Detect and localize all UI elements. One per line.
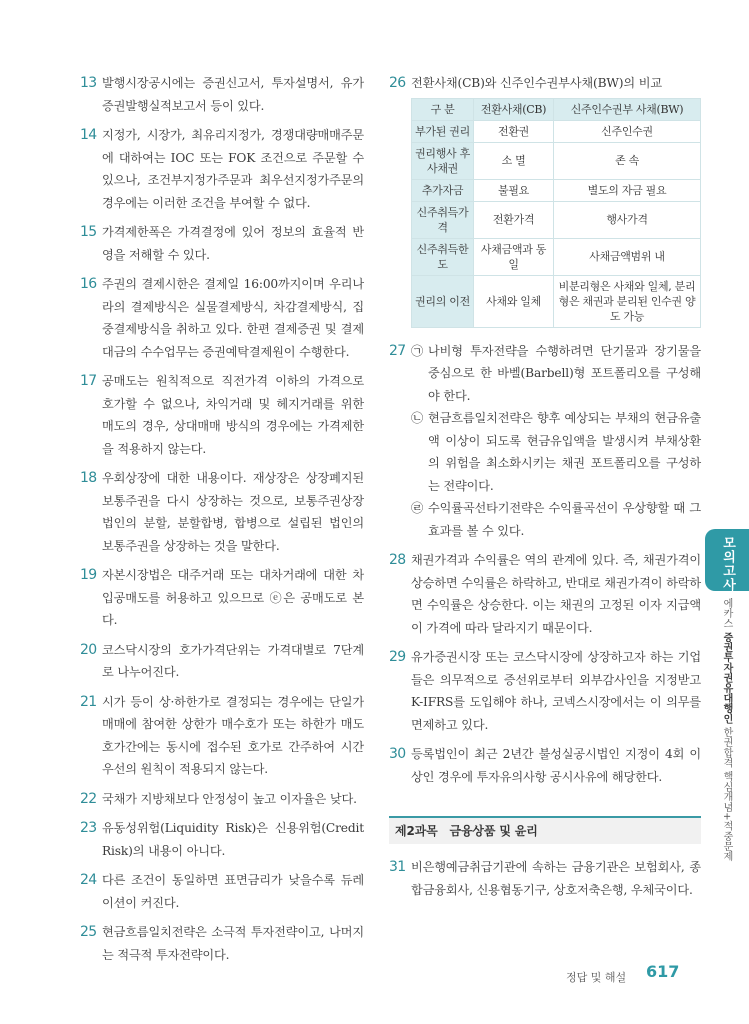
answer-item-20 <box>80 639 364 684</box>
table-cell: 사채금액과 동일 <box>474 238 554 275</box>
item-number: 14 <box>80 127 97 143</box>
item-text: 지정가, 시장가, 최유리지정가, 경쟁대량매매주문에 대하여는 IOC 또는 FOK 조건으로 주문할 수 있으나, 조건부지정가주문과 최우선지정가주문의 경우에는 이러한 조건을 부여할 수 없다. <box>102 128 364 210</box>
sub-marker: ㉠ <box>411 343 424 358</box>
table-row <box>412 120 701 142</box>
table-cell: 신주인수권 <box>554 120 701 142</box>
table-cell: 소 멸 <box>474 142 554 179</box>
answer-item-16 <box>80 273 364 363</box>
item-text: 다른 조건이 동일하면 표면금리가 낮을수록 듀레이션이 커진다. <box>102 873 364 910</box>
item-number: 23 <box>80 820 97 836</box>
answer-item-13 <box>80 72 364 117</box>
answer-item-27 <box>389 340 701 543</box>
table-header-cell: 신주인수권부 사채(BW) <box>554 98 701 120</box>
item-text: 유동성위험(Liquidity Risk)은 신용위험(Credit Risk)의 내용이 아니다. <box>102 821 364 858</box>
item-text: 유가증권시장 또는 코스닥시장에 상장하고자 하는 기업들은 의무적으로 증선위로부터 외부감사인을 지정받고 K-IFRS를 도입해야 하나, 코넥스시장에서는 이 의무를 면제하고 있다. <box>411 650 701 732</box>
section-header <box>389 816 701 844</box>
sub-text: 수익률곡선타기전략은 수익률곡선이 우상향할 때 그 효과를 볼 수 있다. <box>428 501 701 538</box>
book-title-vertical <box>719 598 734 862</box>
table-cell: 비분리형은 사채와 일체, 분리형은 채권과 분리된 인수권 양도 가능 <box>554 275 701 327</box>
answer-item-24 <box>80 869 364 914</box>
table-row <box>412 275 701 327</box>
item-number: 13 <box>80 75 97 91</box>
table-row-header: 신주취득한도 <box>412 238 474 275</box>
answer-item-31 <box>389 856 701 901</box>
table-cell: 별도의 자금 필요 <box>554 179 701 201</box>
item-number: 24 <box>80 872 97 888</box>
item-number: 29 <box>389 649 406 665</box>
item-text: 발행시장공시에는 증권신고서, 투자설명서, 유가증권발행실적보고서 등이 있다. <box>102 76 364 113</box>
item-number: 28 <box>389 552 406 568</box>
item-number: 15 <box>80 224 97 240</box>
item-text: 현금흐름일치전략은 소극적 투자전략이고, 나머지는 적극적 투자전략이다. <box>102 925 364 962</box>
item-number: 20 <box>80 641 97 658</box>
left-column <box>80 72 364 973</box>
answer-item-30 <box>389 743 701 788</box>
table-row <box>412 179 701 201</box>
answer-item-19 <box>80 564 364 632</box>
book-subtitle: 한권합격 핵심개념+적중문제 <box>721 727 732 862</box>
table-row <box>412 201 701 238</box>
table-cell: 사채금액범위 내 <box>554 238 701 275</box>
answer-item-14 <box>80 124 364 214</box>
item-number: 18 <box>80 470 97 486</box>
table-cell: 불필요 <box>474 179 554 201</box>
table-row-header: 부가된 권리 <box>412 120 474 142</box>
item-text: 비은행예금취급기관에 속하는 금융기관은 보험회사, 종합금융회사, 신용협동기구, 상호저축은행, 우체국이다. <box>411 860 701 897</box>
sub-marker: ㉡ <box>411 411 424 425</box>
answer-item-25 <box>80 921 364 966</box>
answer-item-21 <box>80 691 364 781</box>
table-row <box>412 142 701 179</box>
item-number: 31 <box>389 859 406 875</box>
answer-item-18 <box>80 467 364 557</box>
item-number: 25 <box>80 924 97 940</box>
table-cell: 사채와 일체 <box>474 275 554 327</box>
table-row-header: 권리행사 후 사채권 <box>412 142 474 179</box>
table-cell: 존 속 <box>554 142 701 179</box>
answer-item-15 <box>80 221 364 266</box>
book-title-bold: 증권투자권유대행인 <box>721 632 732 724</box>
item-number: 22 <box>80 790 97 807</box>
answer-item-26 <box>389 72 701 95</box>
item-number: 26 <box>389 75 406 91</box>
sub-marker: ㉣ <box>411 501 424 515</box>
item-text: 공매도는 원칙적으로 직전가격 이하의 가격으로 호가할 수 없으나, 차익거래 및 헤지거래를 위한 매도의 경우, 상대매매 방식의 경우에는 가격제한을 적용하지 않는다. <box>102 374 364 456</box>
table-row <box>412 238 701 275</box>
table-cell: 행사가격 <box>554 201 701 238</box>
item-number: 30 <box>389 746 406 762</box>
cb-bw-comparison-table <box>411 98 701 328</box>
sub-item <box>411 340 701 408</box>
table-header-cell: 구 분 <box>412 98 474 120</box>
footer-section-label: 정답 및 해설 <box>566 971 627 984</box>
item-text: 채권가격과 수익률은 역의 관계에 있다. 즉, 채권가격이 상승하면 수익률은 하락하고, 반대로 채권가격이 하락하면 수익률은 상승한다. 이는 채권의 고정된 이자 지급액이 가격에 따라 달라지기 때문이다. <box>411 553 701 635</box>
section-title: 금융상품 및 윤리 <box>449 823 538 838</box>
item-number: 16 <box>80 276 97 292</box>
item-number: 21 <box>80 693 97 710</box>
sub-item <box>411 407 701 497</box>
table-row-header: 신주취득가격 <box>412 201 474 238</box>
item-text: 자본시장법은 대주거래 또는 대차거래에 대한 차입공매도를 허용하고 있으므로 ⓔ은 공매도로 본다. <box>102 568 364 627</box>
page-number: 617 <box>646 962 680 981</box>
item-text: 코스닥시장의 호가가격단위는 가격대별로 7단계로 나누어진다. <box>102 642 364 679</box>
right-column <box>389 72 701 908</box>
section-label: 제2과목 <box>395 823 438 838</box>
item-text: 우회상장에 대한 내용이다. 재상장은 상장폐지된 보통주권을 다시 상장하는 것으로, 보통주권상장법인의 분할, 분할합병, 합병으로 설립된 법인의 보통주권을 상장하는 것을 말한다. <box>102 471 364 553</box>
sub-text: 나비형 투자전략을 수행하려면 단기물과 장기물을 중심으로 한 바벨(Barbell)형 포트폴리오를 구성해야 한다. <box>428 343 701 403</box>
sub-text: 현금흐름일치전략은 향후 예상되는 부채의 현금유출액 이상이 되도록 현금유입액을 발생시켜 부채상환의 위험을 최소화시키는 채권 포트폴리오를 구성하는 전략이다. <box>428 411 701 493</box>
item-number: 27 <box>389 342 406 359</box>
answer-item-17 <box>80 370 364 460</box>
sub-item <box>411 497 701 542</box>
answer-item-29 <box>389 646 701 736</box>
answer-item-22 <box>80 788 364 811</box>
item-number: 17 <box>80 373 97 389</box>
item-text: 가격제한폭은 가격결정에 있어 정보의 효율적 반영을 저해할 수 있다. <box>102 225 364 262</box>
item-text: 시가 등이 상·하한가로 결정되는 경우에는 단일가매매에 참여한 상한가 매수호가 또는 하한가 매도호가간에는 동시에 접수된 호가로 간주하여 시간우선의 원칙이 적용되지 않는다. <box>102 694 364 776</box>
table-cell: 전환가격 <box>474 201 554 238</box>
table-header-row <box>412 98 701 120</box>
item-number: 19 <box>80 567 97 583</box>
publisher-label: 에카스 <box>721 598 732 629</box>
item-text: 국채가 지방채보다 안정성이 높고 이자율은 낮다. <box>102 791 357 806</box>
answer-item-23 <box>80 817 364 862</box>
table-header-cell: 전환사채(CB) <box>474 98 554 120</box>
chapter-tab-label: 모의고사 <box>720 536 735 592</box>
table-row-header: 권리의 이전 <box>412 275 474 327</box>
item-text: 주권의 결제시한은 결제일 16:00까지이며 우리나라의 결제방식은 실물결제방식, 차감결제방식, 집중결제방식을 취하고 있다. 한편 결제증권 및 결제대금의 수수업무는 증권예탁결제원이 수행한다. <box>102 277 364 359</box>
table-row-header: 추가자금 <box>412 179 474 201</box>
answer-item-28 <box>389 549 701 639</box>
table-cell: 전환권 <box>474 120 554 142</box>
item-title: 전환사채(CB)와 신주인수권부사채(BW)의 비교 <box>411 76 663 90</box>
item-text: 등록법인이 최근 2년간 불성실공시법인 지정이 4회 이상인 경우에 투자유의사항 공시사유에 해당한다. <box>411 747 701 784</box>
